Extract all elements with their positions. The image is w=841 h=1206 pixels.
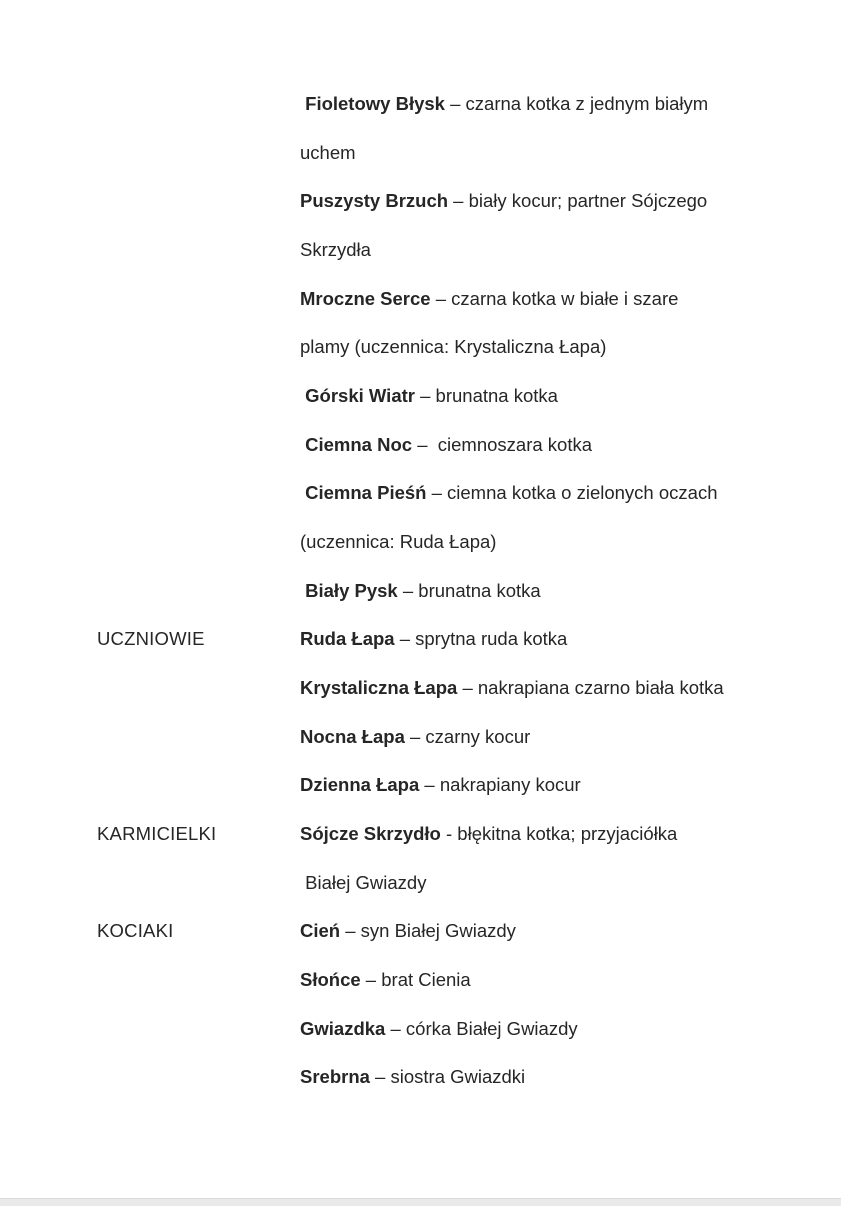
- entry-line: [97, 529, 496, 555]
- entry-text: [300, 724, 530, 750]
- entry-text: [300, 286, 678, 312]
- cat-description: – siostra Gwiazdki: [369, 1066, 526, 1088]
- entry-line: [97, 967, 471, 993]
- entry-text: [300, 188, 707, 214]
- cat-description: – nakrapiany kocur: [419, 774, 581, 796]
- entry-line: [97, 188, 707, 214]
- entry-text: [300, 675, 724, 701]
- cat-name: Fioletowy Błysk: [305, 93, 445, 114]
- category-label: UCZNIOWIE: [97, 628, 205, 650]
- entry-line: [97, 724, 530, 750]
- entry-text: [300, 237, 371, 263]
- entry-text: [300, 140, 356, 166]
- cat-description: – nakrapiana czarno biała kotka: [457, 676, 724, 698]
- entry-text: [300, 626, 567, 652]
- entry-text: [300, 578, 541, 604]
- entry-line: [97, 237, 371, 263]
- entry-text: [300, 967, 471, 993]
- entry-line: [97, 821, 677, 847]
- entry-line: [97, 286, 678, 312]
- entry-line: [97, 383, 558, 409]
- entry-line: [97, 1064, 525, 1090]
- cat-description: – ciemnoszara kotka: [412, 433, 593, 455]
- cat-description: – córka Białej Gwiazdy: [385, 1017, 578, 1039]
- entry-text: [300, 334, 606, 360]
- cat-description: Skrzydła: [300, 239, 371, 260]
- cat-description: - błękitna kotka; przyjaciółka: [440, 822, 678, 844]
- entry-line: [97, 140, 356, 166]
- entry-text: [300, 1064, 525, 1090]
- cat-description: – biały kocur; partner Sójczego: [448, 190, 708, 212]
- entry-line: [97, 870, 426, 896]
- cat-name: Srebrna: [300, 1066, 370, 1088]
- cat-name: Gwiazdka: [300, 1017, 386, 1039]
- cat-name: Słońce: [300, 968, 361, 990]
- cat-description: – czarna kotka w białe i szare: [430, 287, 679, 309]
- entry-text: [300, 821, 677, 847]
- entry-line: [97, 1016, 578, 1042]
- entry-line: [97, 91, 708, 117]
- cat-name: Ciemna Pieśń: [305, 482, 427, 504]
- entry-text: [300, 383, 558, 409]
- entry-text: [300, 529, 496, 555]
- cat-description: – ciemna kotka o zielonych oczach: [426, 482, 718, 504]
- cat-name: Puszysty Brzuch: [300, 190, 449, 212]
- cat-name: Ciemna Noc: [305, 433, 413, 455]
- entry-line: [97, 675, 724, 701]
- cat-description: (uczennica: Ruda Łapa): [300, 530, 497, 552]
- cat-name: Krystaliczna Łapa: [300, 676, 458, 698]
- entry-line: [97, 432, 592, 458]
- cat-description: – czarny kocur: [404, 725, 531, 747]
- cat-description: Białej Gwiazdy: [305, 871, 427, 893]
- cat-name: Górski Wiatr: [305, 385, 415, 406]
- cat-description: – brat Cienia: [360, 968, 471, 990]
- cat-description: plamy (uczennica: Krystaliczna Łapa): [300, 336, 607, 358]
- cat-description: – brunatna kotka: [414, 385, 558, 406]
- cat-description: – czarna kotka z jednym białym: [444, 93, 709, 114]
- cat-description: – syn Białej Gwiazdy: [340, 920, 516, 942]
- cat-name: Biały Pysk: [305, 579, 398, 601]
- entry-text: [300, 918, 516, 944]
- entry-text: [300, 772, 581, 798]
- cat-description: – brunatna kotka: [397, 579, 541, 601]
- entry-text: [300, 432, 592, 458]
- entry-text: [300, 1016, 578, 1042]
- category-label: KARMICIELKI: [97, 822, 217, 844]
- entry-text: [300, 91, 708, 117]
- cat-description: – sprytna ruda kotka: [394, 628, 568, 650]
- cat-name: Dzienna Łapa: [300, 774, 420, 796]
- cat-description: uchem: [300, 141, 356, 163]
- cat-name: Sójcze Skrzydło: [300, 822, 441, 844]
- category-label: KOCIAKI: [97, 920, 174, 942]
- entry-text: [300, 480, 717, 506]
- entry-line: [97, 334, 606, 360]
- cat-name: Cień: [300, 920, 341, 942]
- entry-text: [300, 870, 426, 896]
- entry-line: [97, 772, 581, 798]
- cat-name: Ruda Łapa: [300, 628, 395, 650]
- cat-name: Nocna Łapa: [300, 725, 405, 747]
- entry-line: [97, 480, 717, 506]
- page-bottom-edge: [0, 1198, 841, 1206]
- entry-line: [97, 918, 516, 944]
- cat-name: Mroczne Serce: [300, 287, 431, 309]
- entry-line: [97, 578, 541, 604]
- entry-line: [97, 626, 567, 652]
